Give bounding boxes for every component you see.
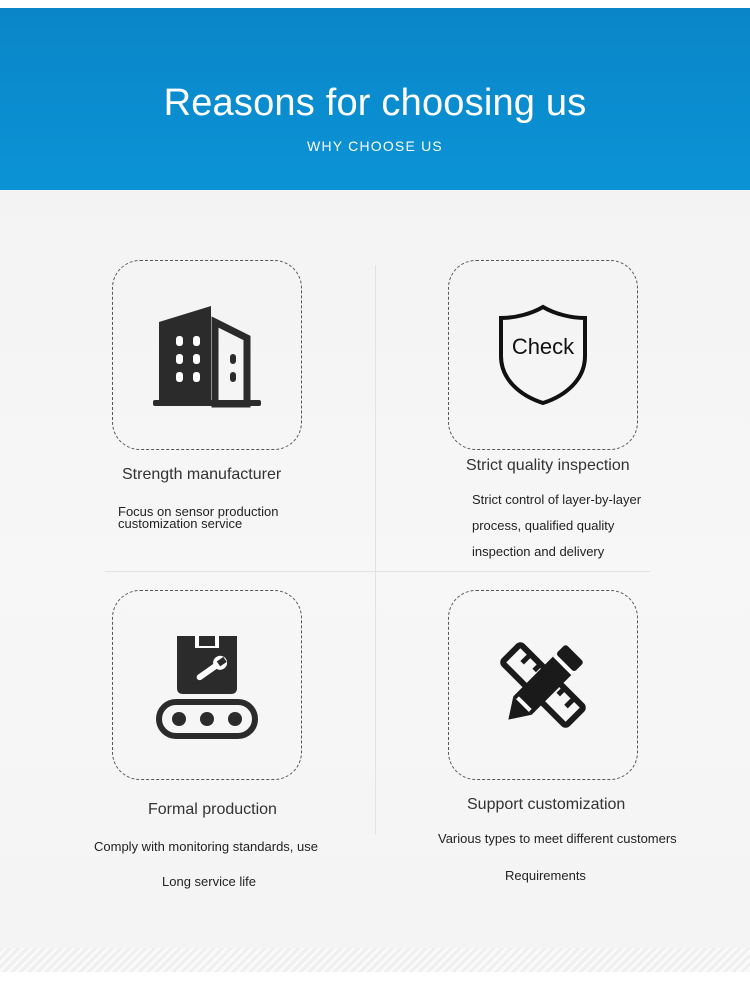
vertical-divider	[375, 265, 376, 835]
building-icon	[151, 302, 263, 408]
shield-check-icon	[497, 304, 589, 406]
header-banner	[0, 8, 750, 190]
shield-label: Check	[511, 334, 575, 359]
feature-desc-customization-2: Requirements	[505, 868, 586, 883]
footer-stripe	[0, 948, 750, 972]
feature-desc-quality-2: process, qualified quality	[472, 518, 615, 533]
feature-title-production: Formal production	[148, 801, 277, 818]
feature-desc-production-1: Comply with monitoring standards, use	[94, 839, 318, 854]
feature-icon-box-quality	[448, 260, 638, 450]
pencil-ruler-icon	[488, 630, 598, 740]
feature-title-manufacturer: Strength manufacturer	[122, 466, 282, 483]
feature-desc-quality-3: inspection and delivery	[472, 544, 605, 559]
page-subtitle: WHY CHOOSE US	[307, 138, 443, 154]
feature-desc-manufacturer-2: customization service	[118, 516, 243, 531]
feature-title-quality: Strict quality inspection	[466, 457, 630, 474]
horizontal-divider	[105, 571, 650, 572]
feature-icon-box-customization	[448, 590, 638, 780]
feature-icon-box-production	[112, 590, 302, 780]
feature-desc-quality-1: Strict control of layer-by-layer	[472, 492, 642, 507]
page-title: Reasons for choosing us	[163, 82, 587, 124]
conveyor-wrench-icon	[155, 630, 259, 740]
feature-desc-customization-1: Various types to meet different customers	[438, 831, 677, 846]
feature-desc-manufacturer-1: Focus on sensor production	[118, 504, 279, 519]
feature-desc-production-2: Long service life	[162, 874, 256, 889]
feature-title-customization: Support customization	[467, 796, 626, 813]
feature-icon-box-manufacturer	[112, 260, 302, 450]
